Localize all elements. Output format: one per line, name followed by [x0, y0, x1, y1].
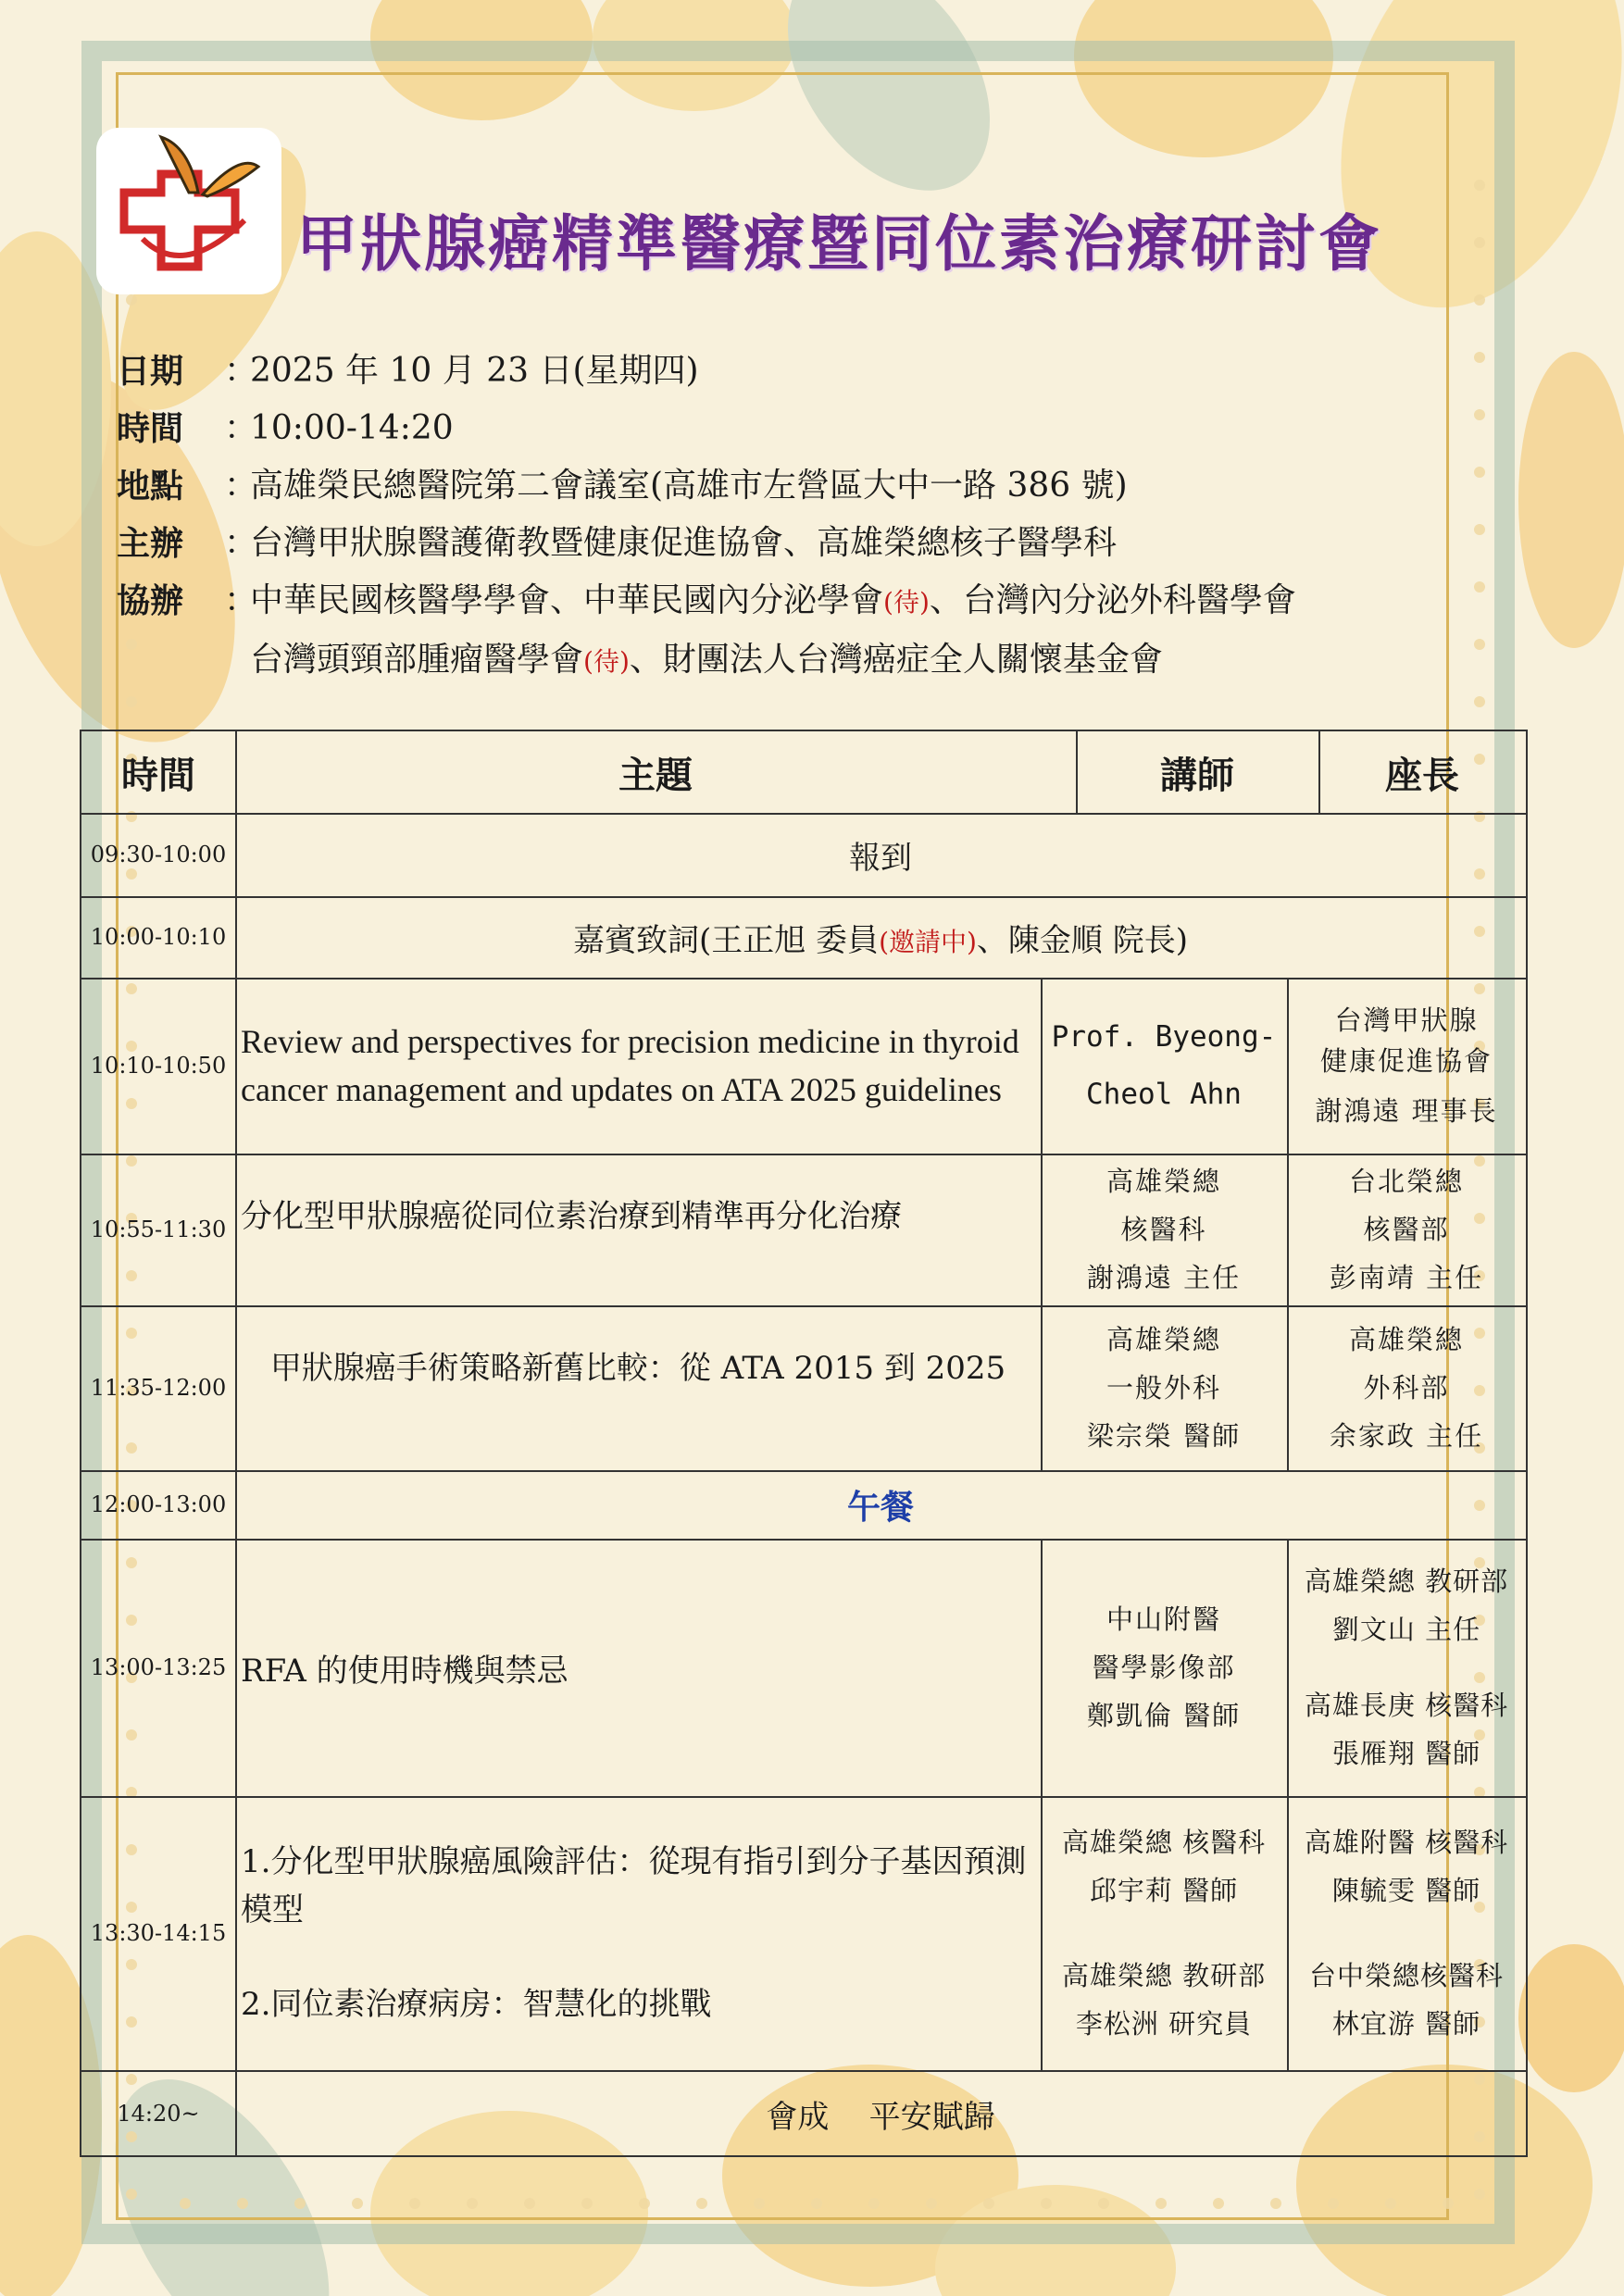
header-topic: 主題: [618, 753, 693, 797]
row-time: 13:00-13:25: [90, 1654, 227, 1680]
row-speaker: Prof. Byeong- Cheol Ahn: [1051, 1020, 1277, 1111]
event-info: [117, 343, 1296, 691]
page-title: 甲狀腺癌精準醫療暨同位素治療研討會: [296, 207, 1382, 280]
row-topic: 嘉賓致詞(王正旭 委員(邀請中)、陳金順 院長): [572, 921, 1188, 959]
host-label: 主辦: [117, 524, 184, 563]
row-time: 09:30-10:00: [90, 842, 227, 867]
row-time: 11:35-12:00: [90, 1375, 227, 1401]
row-chair: 台灣甲狀腺 健康促進協會 謝鴻遠 理事長: [1315, 1004, 1498, 1127]
place-label: 地點: [117, 467, 184, 505]
row-chair: 高雄榮總 外科部 余家政 主任: [1329, 1324, 1484, 1452]
row-topic: RFA 的使用時機與禁忌: [241, 1652, 568, 1690]
colon: ：: [224, 352, 258, 390]
butterfly-hands-cross-logo-icon: [96, 128, 281, 294]
place-value: 高雄榮民總醫院第二會議室(高雄市左營區大中一路 386 號): [250, 467, 1128, 505]
time-value: 10:00-14:20: [250, 409, 454, 447]
lunch-label: 午餐: [846, 1487, 914, 1527]
time-label: 時間: [117, 409, 184, 448]
row-topic: 1.分化型甲狀腺癌風險評估：從現有指引到分子基因預測模型 2.同位素治療病房：智慧化的挑戰: [241, 1843, 1027, 2023]
pending-mark: (待): [883, 587, 930, 618]
date-value: 2025 年 10 月 23 日(星期四): [250, 352, 699, 390]
info-date: [117, 343, 1296, 400]
row-speaker: 高雄榮總 一般外科 梁宗榮 醫師: [1086, 1324, 1242, 1452]
header-chair: 座長: [1385, 753, 1459, 797]
info-place: [117, 457, 1296, 515]
co-label: 協辦: [117, 581, 184, 620]
co-line1: 中華民國核醫學學會、中華民國內分泌學會(待)、台灣內分泌外科醫學會: [250, 581, 1296, 619]
date-label: 日期: [117, 352, 184, 391]
row-speaker: 高雄榮總 核醫科 謝鴻遠 主任: [1086, 1166, 1242, 1293]
header-time: 時間: [121, 753, 195, 797]
pending-mark: (待): [583, 646, 630, 677]
row-topic: 分化型甲狀腺癌從同位素治療到精準再分化治療: [241, 1198, 902, 1235]
row-speaker: 中山附醫 醫學影像部 鄭凱倫 醫師: [1086, 1603, 1242, 1731]
colon: ：: [224, 581, 258, 619]
row-topic: 會成 平安賦歸: [766, 2098, 995, 2136]
row-chair: 台北榮總 核醫部 彭南靖 主任: [1329, 1166, 1484, 1293]
row-time: 10:10-10:50: [90, 1053, 227, 1079]
row-time: 14:20~: [117, 2101, 200, 2127]
info-host: [117, 515, 1296, 572]
info-coorganizer: [117, 572, 1296, 631]
pending-mark: (邀請中): [879, 926, 977, 957]
co-line2: 台灣頭頸部腫瘤醫學會(待)、財團法人台灣癌症全人關懷基金會: [250, 641, 1163, 679]
colon: ：: [224, 524, 258, 562]
row-topic: 甲狀腺癌手術策略新舊比較：從 ATA 2015 到 2025: [269, 1350, 1006, 1387]
row-time: 10:55-11:30: [90, 1217, 227, 1242]
info-time: [117, 400, 1296, 457]
row-time: 13:30-14:15: [90, 1920, 227, 1946]
logo: [96, 128, 281, 294]
row-time: 10:00-10:10: [90, 924, 227, 950]
row-speaker: 高雄榮總 核醫科 邱宇莉 醫師 高雄榮總 教研部 李松洲 研究員: [1061, 1827, 1267, 2040]
colon: ：: [224, 409, 258, 447]
host-value: 台灣甲狀腺醫護衛教暨健康促進協會、高雄榮總核子醫學科: [250, 524, 1118, 562]
colon: ：: [224, 467, 258, 505]
header-speaker: 講師: [1160, 753, 1234, 797]
schedule-table: [80, 730, 1528, 2157]
row-chair: 高雄附醫 核醫科 陳毓雯 醫師 台中榮總核醫科 林宜游 醫師: [1304, 1827, 1509, 2040]
row-topic: Review and perspectives for precision medicine in thyroid cancer management and updates on ATA 2025 guidelines: [241, 1023, 1019, 1108]
row-topic: 報到: [849, 839, 912, 877]
row-chair: 高雄榮總 教研部 劉文山 主任 高雄長庚 核醫科 張雁翔 醫師: [1304, 1566, 1509, 1769]
info-coorganizer-2: [117, 631, 1296, 691]
row-time: 12:00-13:00: [90, 1491, 227, 1517]
